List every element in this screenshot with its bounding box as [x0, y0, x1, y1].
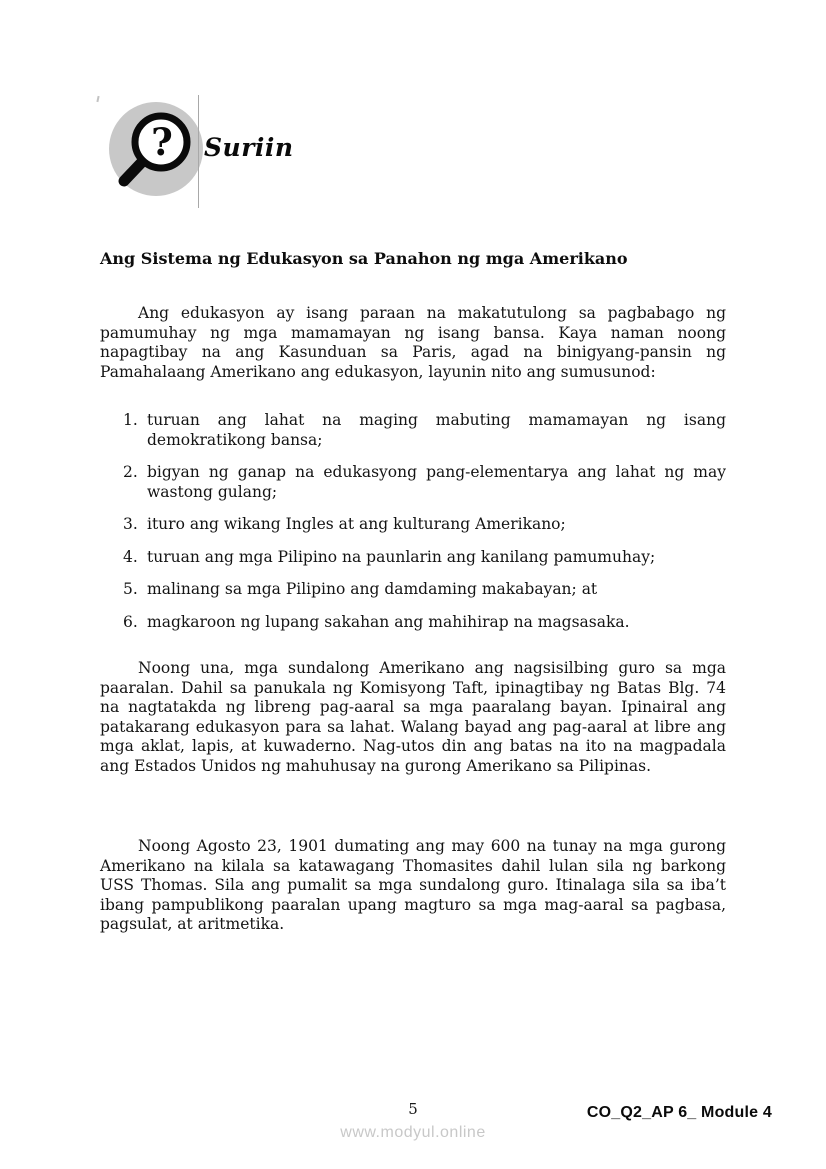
objectives-list [100, 411, 726, 632]
section-title: Suriin [204, 133, 294, 162]
module-code: CO_Q2_AP 6_ Module 4 [586, 1104, 772, 1121]
paragraph-thomasites: Noong Agosto 23, 1901 dumating ang may 600 na tunay na mga gurong Amerikano na kilala sa katawagang Thomasites dahil lulan sila ng barkong USS Thomas. Sila ang pumalit sa mga sundalong guro. Itinalaga sila sa iba’t ibang pampublikong paaralan upang magturo sa mga mag-aaral sa pagbasa, pagsulat, at aritmetika. [100, 837, 726, 933]
list-item [100, 613, 726, 633]
list-item-text: magkaroon ng lupang sakahan ang mahihirap na magsasaka. [147, 612, 630, 631]
scan-artifact [96, 96, 99, 102]
list-item-number: 1. [123, 411, 138, 429]
page-number: 5 [408, 1100, 418, 1118]
question-mark-glyph: ? [151, 120, 173, 164]
magnifier-question-icon [109, 102, 203, 196]
list-item-text: turuan ang mga Pilipino na paunlarin ang kanilang pamumuhay; [147, 547, 656, 566]
list-item [100, 548, 726, 568]
list-item [100, 463, 726, 502]
header-divider [198, 95, 199, 208]
list-item-text: ituro ang wikang Ingles at ang kulturang Amerikano; [147, 515, 566, 533]
list-item [100, 411, 726, 450]
list-item-number: 2. [123, 463, 138, 481]
paragraph-intro: Ang edukasyon ay isang paraan na makatutulong sa pagbabago ng pamumuhay ng mga mamamayan ng isang bansa. Kaya naman noong napagtibay na ang Kasunduan sa Paris, agad na binigyang-pansin ng Pamahalaang Amerikano ang edukasyon, layunin nito ang sumusunod: [100, 304, 726, 381]
paragraph-soldiers-teachers: Noong una, mga sundalong Amerikano ang nagsisilbing guro sa mga paaralan. Dahil sa panukala ng Komisyong Taft, ipinagtibay ng Batas Blg. 74 na nagtatakda ng libreng pag-aaral sa mga paaralang bayan. Ipinairal ang patakarang edukasyon para sa lahat. Walang bayad ang pag-aaral at libre ang mga aklat, lapis, at kuwaderno. Nag-utos din ang batas na ito na magpadala ang Estados Unidos ng mahuhusay na gurong Amerikano sa Pilipinas. [100, 659, 726, 775]
list-item-number: 5. [123, 580, 138, 598]
list-item-number: 3. [123, 515, 138, 533]
list-item-text: bigyan ng ganap na edukasyong pang-elementarya ang lahat ng may wastong gulang; [147, 463, 726, 501]
watermark: www.modyul.online [340, 1124, 486, 1141]
list-item-text: malinang sa mga Pilipino ang damdaming makabayan; at [147, 580, 598, 598]
list-item-text: turuan ang lahat na maging mabuting mamamayan ng isang demokratikong bansa; [147, 411, 726, 449]
list-item [100, 580, 726, 600]
list-item [100, 515, 726, 535]
article-heading: Ang Sistema ng Edukasyon sa Panahon ng mga Amerikano [100, 249, 628, 268]
list-item-number: 4. [123, 547, 138, 566]
list-item-number: 6. [123, 612, 138, 631]
